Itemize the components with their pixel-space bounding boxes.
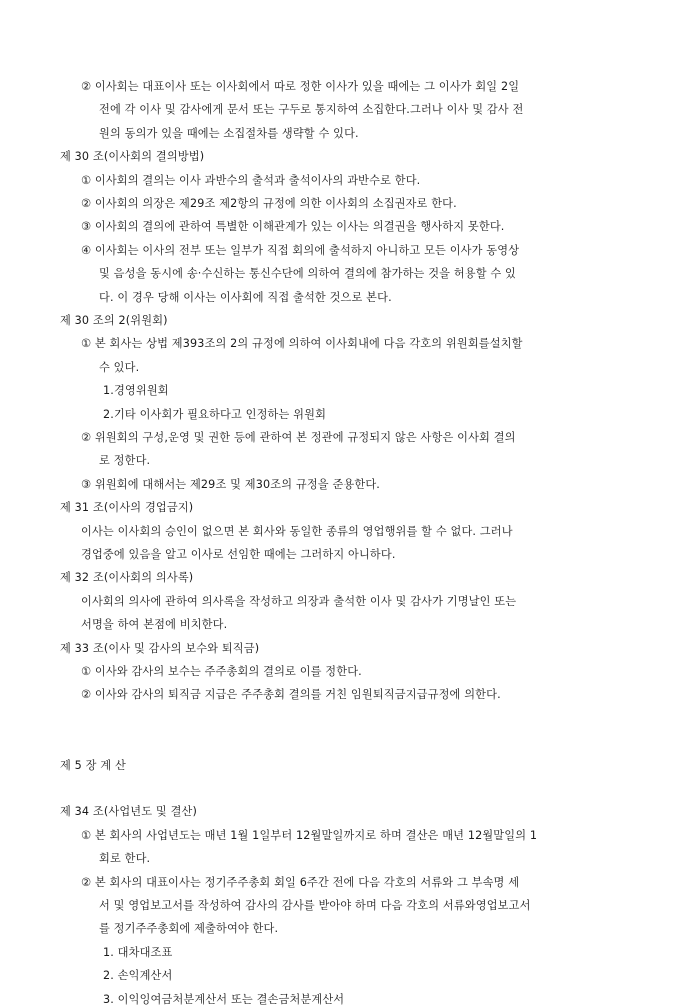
- article-30-2-para-2-line-1: ② 위원회의 구성,운영 및 권한 등에 관하여 본 정관에 규정되지 않은 사항은 이사회 결의: [81, 431, 516, 444]
- article-30-2-para-1-line-1: ① 본 회사는 상법 제393조의 2의 규정에 의하여 이사회내에 다음 각호의 위원회를설치할: [81, 337, 523, 351]
- committee-item-2: 2.기타 이사회가 필요하다고 인정하는 위원회: [103, 407, 327, 421]
- article-30-para-2: ② 이사회의 의장은 제29조 제2항의 규정에 의한 이사회의 소집권자로 한다.: [81, 197, 457, 210]
- statement-item-1: 1. 대차대조표: [103, 945, 173, 959]
- article-33-para-2: ② 이사와 감사의 퇴직금 지급은 주주총회 결의를 거친 임원퇴직금지급규정에 의한다.: [81, 688, 501, 702]
- article-30-para-4-line-1: ④ 이사회는 이사의 전부 또는 일부가 직접 회의에 출석하지 아니하고 모든 이사가 동영상: [81, 243, 520, 257]
- article-32-body-line-2: 서명을 하여 본점에 비치한다.: [81, 618, 228, 632]
- article-30-para-3: ③ 이사회의 결의에 관하여 특별한 이해관계가 있는 이사는 의결권을 행사하지 못한다.: [81, 220, 505, 234]
- article-30-2-para-3: ③ 위원회에 대해서는 제29조 및 제30조의 규정을 준용한다.: [81, 477, 381, 491]
- article-34-heading: 제 34 조(사업년도 및 결산): [60, 805, 198, 819]
- article-33-para-1: ① 이사와 감사의 보수는 주주총회의 결의로 이를 정한다.: [81, 665, 362, 678]
- article-34-para-1-line-2: 회로 한다.: [99, 852, 151, 866]
- article-29-para-3-line-2: 전에 각 이사 및 감사에게 문서 또는 구두로 통지하여 소집한다.그러나 이사 및 감사 전: [99, 103, 524, 117]
- article-30-para-4-line-2: 및 음성을 동시에 송·수신하는 통신수단에 의하여 결의에 참가하는 것을 허용할 수 있: [99, 267, 517, 281]
- article-30-heading: 제 30 조(이사회의 결의방법): [60, 150, 205, 164]
- statement-item-3: 3. 이익잉여금처분계산서 또는 결손금처분계산서: [103, 992, 345, 1006]
- article-29-para-3-line-3: 원의 동의가 있을 때에는 소집절차를 생략할 수 있다.: [99, 126, 359, 140]
- article-32-body-line-1: 이사회의 의사에 관하여 의사록을 작성하고 의장과 출석한 이사 및 감사가 기명날인 또는: [81, 594, 517, 608]
- committee-item-1: 1.경영위원회: [103, 384, 169, 398]
- article-29-para-3-line-1: ② 이사회는 대표이사 또는 이사회에서 따로 정한 이사가 있을 때에는 그 이사가 회일 2일: [81, 80, 520, 93]
- article-31-heading: 제 31 조(이사의 경업금지): [60, 501, 194, 515]
- article-30-para-4-line-3: 다. 이 경우 당해 이사는 이사회에 직접 출석한 것으로 본다.: [99, 290, 392, 304]
- article-30-2-para-2-line-2: 로 정한다.: [99, 454, 151, 468]
- article-34-para-1-line-1: ① 본 회사의 사업년도는 매년 1월 1일부터 12월말일까지로 하며 결산은 매년 12월말일의 1: [81, 828, 538, 842]
- statement-item-2: 2. 손익계산서: [103, 969, 173, 983]
- article-34-para-2-line-1: ② 본 회사의 대표이사는 정기주주총회 회일 6주간 전에 다음 각호의 서류와 그 부속명 세: [81, 875, 520, 889]
- article-34-para-2-line-2: 서 및 영업보고서를 작성하여 감사의 감사를 받아야 하며 다음 각호의 서류와영업보고서: [99, 899, 531, 912]
- article-32-heading: 제 32 조(이사회의 의사록): [60, 571, 194, 585]
- article-30-para-1: ① 이사회의 결의는 이사 과반수의 출석과 출석이사의 과반수로 한다.: [81, 173, 421, 187]
- article-34-para-2-line-3: 를 정기주주총회에 제출하여야 한다.: [99, 922, 279, 936]
- article-30-2-para-1-line-2: 수 있다.: [99, 360, 140, 374]
- article-30-2-heading: 제 30 조의 2(위원회): [60, 314, 168, 327]
- article-33-heading: 제 33 조(이사 및 감사의 보수와 퇴직금): [60, 641, 260, 655]
- chapter-5-heading: 제 5 장 계 산: [60, 758, 126, 772]
- article-31-body-line-1: 이사는 이사회의 승인이 없으면 본 회사와 동일한 종류의 영업행위를 할 수 없다. 그러나: [81, 524, 513, 538]
- article-31-body-line-2: 경업중에 있음을 알고 이사로 선임한 때에는 그러하지 아니하다.: [81, 548, 396, 561]
